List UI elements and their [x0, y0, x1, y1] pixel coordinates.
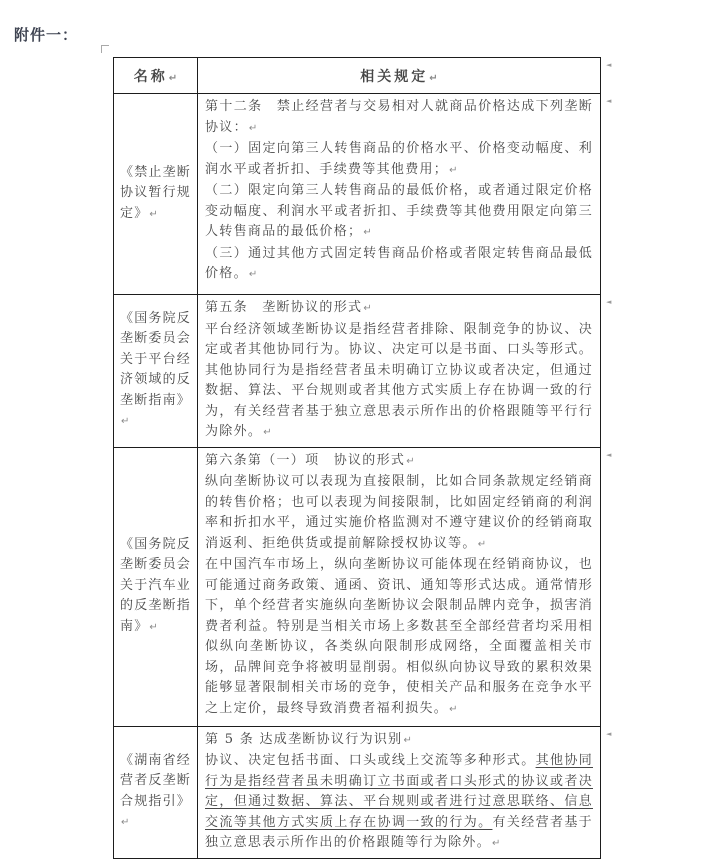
- table-row: [114, 94, 601, 295]
- table-row: [114, 726, 601, 858]
- paragraph-mark-icon: ↵: [363, 227, 372, 238]
- regulation-cell[interactable]: [198, 726, 601, 858]
- regulation-text: （三）通过其他方式固定转售商品价格或者限定转售商品最低价格。: [205, 245, 593, 281]
- regulation-paragraph: [205, 472, 593, 555]
- law-name-cell[interactable]: [114, 447, 198, 726]
- paragraph-mark-icon: ↵: [403, 734, 412, 746]
- regulation-text: 协议、决定包括书面、口头或线上交流等多种形式。: [205, 753, 536, 768]
- header-name-label: 名称: [133, 68, 168, 85]
- regulation-paragraph: [205, 320, 593, 444]
- header-cell-name[interactable]: [114, 58, 198, 94]
- table-move-handle[interactable]: [101, 45, 109, 53]
- header-regulation-label: 相关规定: [360, 68, 429, 85]
- paragraph-mark-icon: ↵: [449, 164, 458, 176]
- underlined-text: 其他协同行为是指经营者虽未明确订立书面或者口头形式的协议或者决定，但通过数据、算法、平台规则或者进行过意思联络、信息交流等其他方式实质上存在协调一致的行为。: [205, 753, 593, 830]
- paragraph-mark-icon: ↵: [248, 122, 258, 134]
- regulation-paragraph: [205, 139, 593, 181]
- table-row: [114, 447, 601, 726]
- regulation-text: 第六条第（一）项 协议的形式: [205, 452, 406, 468]
- regulation-paragraph: [205, 244, 593, 286]
- paragraph-mark-icon: ↵: [121, 416, 130, 428]
- regulation-paragraph: [205, 555, 593, 720]
- regulation-text: 第 5 条 达成垄断协议行为识别: [205, 731, 403, 747]
- regulation-paragraph: [205, 730, 593, 752]
- regulation-paragraph: [205, 451, 593, 473]
- regulations-table: [113, 57, 601, 859]
- paragraph-mark-icon: ↵: [492, 838, 501, 849]
- paragraph-mark-icon: ↵: [121, 817, 130, 828]
- attachment-label: 附件一：: [14, 26, 79, 44]
- paragraph-mark-icon: ↵: [406, 455, 415, 467]
- regulation-text: 纵向垄断协议可以表现为直接限制，比如合同条款规定经销商的转售价格；也可以表现为间接限制，比如固定经销商的利润率和折扣水平，通过实施价格监测对不遵守建议价的经销商取消返利、拒绝供货或提前解除授权协议等。: [205, 474, 593, 551]
- regulation-paragraph: [205, 181, 593, 244]
- paragraph-mark-icon: ↵: [477, 538, 487, 550]
- paragraph-mark-icon: ↵: [248, 269, 258, 280]
- regulation-text: 有关经营者基于独立意思表示所作出的价格跟随等行为除外。: [205, 814, 593, 850]
- law-name: 《湖南省经营者反垄断合规指引》: [120, 752, 192, 809]
- law-name: 《禁止垄断协议暂行规定》: [120, 164, 192, 221]
- regulation-text: （一）固定向第三人转售商品的价格水平、价格变动幅度、利润水平或者折扣、手续费等其他费用；: [205, 141, 593, 177]
- paragraph-mark-icon: ↵: [168, 72, 178, 84]
- header-cell-regulation[interactable]: [198, 58, 601, 94]
- regulation-cell[interactable]: [198, 447, 601, 726]
- table-row: [114, 295, 601, 448]
- regulation-paragraph: [205, 751, 593, 855]
- law-name-cell[interactable]: [114, 726, 198, 858]
- regulation-text: 在中国汽车市场上，纵向垄断协议可能体现在经销商协议，也可能通过商务政策、通函、资讯、通知等形式达成。通常情形下，单个经营者实施纵向垄断协议会限制品牌内竞争，损害消费者利益。特别是当相关市场上多数甚至全部经营者均采用相似纵向垄断协议，各类纵向限制形成网络，全面覆盖相关市场，品牌间竞争将被明显削弱。相似纵向协议导致的累积效果能够显著限制相关市场的竞争，使相关产品和服务在竞争水平之上定价，最终导致消费者福利损失。: [205, 557, 593, 716]
- regulation-cell[interactable]: [198, 295, 601, 448]
- paragraph-mark-icon: ↵: [149, 621, 158, 633]
- paragraph-mark-icon: ↵: [449, 703, 458, 715]
- law-name: 《国务院反垄断委员会关于汽车业的反垄断指南》: [120, 536, 192, 634]
- header-row: [114, 58, 601, 94]
- regulation-text: 第五条 垄断协议的形式: [205, 300, 363, 315]
- row-end-mark-icon: ◄: [606, 97, 612, 105]
- law-name: 《国务院反垄断委员会关于平台经济领域的反垄断指南》: [120, 310, 192, 408]
- law-name-cell[interactable]: [114, 94, 198, 295]
- paragraph-mark-icon: ↵: [149, 208, 158, 220]
- row-end-mark-icon: ◄: [606, 451, 612, 459]
- regulation-cell[interactable]: [198, 94, 601, 295]
- paragraph-mark-icon: ↵: [429, 72, 438, 84]
- regulation-text: 第十二条 禁止经营者与交易相对人就商品价格达成下列垄断协议：: [205, 99, 593, 135]
- row-end-mark-icon: ◄: [606, 298, 612, 306]
- regulation-paragraph: [205, 97, 593, 139]
- row-end-mark-icon: ◄: [606, 730, 612, 738]
- regulation-text: 平台经济领域垄断协议是指经营者排除、限制竞争的协议、决定或者其他协同行为。协议、决定可以是书面、口头等形式。其他协同行为是指经营者虽未明确订立协议或者决定，但通过数据、算法、平台规则或者其他方式实质上存在协调一致的行为，有关经营者基于独立意思表示所作出的价格跟随等平行行为除外。: [205, 321, 593, 439]
- paragraph-mark-icon: ↵: [263, 427, 272, 438]
- regulation-text: （二）限定向第三人转售商品的最低价格，或者通过限定价格变动幅度、利润水平或者折扣、手续费等其他费用限定向第三人转售商品的最低价格；: [205, 183, 593, 239]
- paragraph-mark-icon: ↵: [363, 303, 372, 314]
- law-name-cell[interactable]: [114, 295, 198, 448]
- regulation-paragraph: [205, 298, 593, 320]
- row-end-mark-icon: ◄: [606, 61, 612, 69]
